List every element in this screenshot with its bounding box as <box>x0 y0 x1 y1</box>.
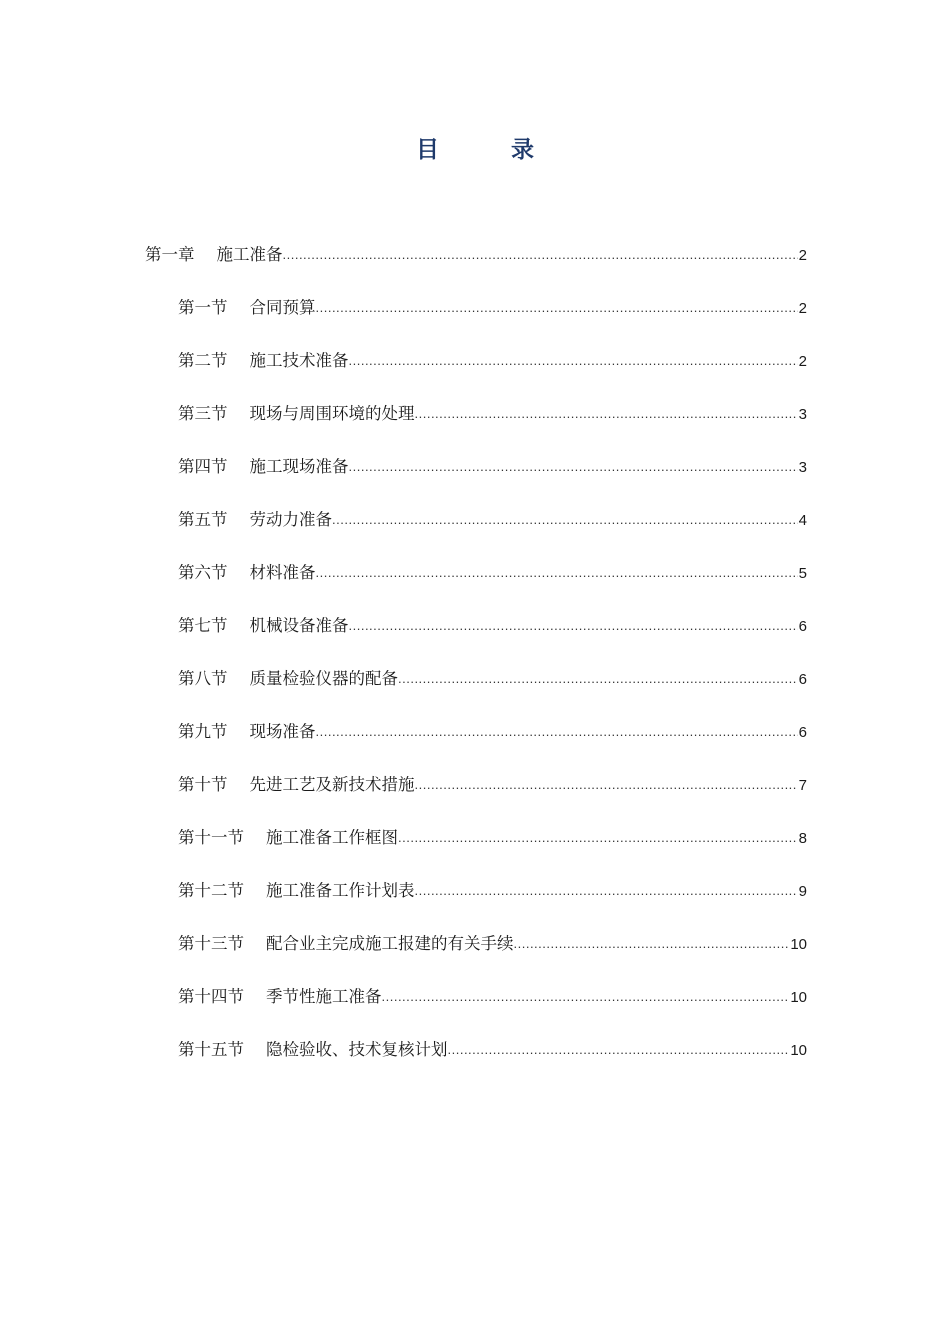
toc-entry-number: 第十四节 <box>178 987 244 1006</box>
toc-entry-chapter-1[interactable] <box>145 240 807 293</box>
toc-entry-title: 材料准备 <box>249 563 316 582</box>
toc-entry-section-1[interactable] <box>178 293 807 346</box>
toc-entry-number: 第十二节 <box>178 881 244 900</box>
toc-entry-page: 6 <box>798 618 807 635</box>
dot-leader <box>316 717 798 747</box>
toc-entry-title: 施工现场准备 <box>249 457 349 476</box>
toc-entry-title: 合同预算 <box>249 298 316 317</box>
dot-leader <box>514 929 790 959</box>
toc-entry-title: 季节性施工准备 <box>266 987 382 1006</box>
dot-leader <box>283 240 798 270</box>
dot-leader <box>332 505 798 535</box>
toc-entry-number: 第十节 <box>178 775 228 794</box>
toc-entry-title: 施工技术准备 <box>249 351 349 370</box>
toc-entry-number: 第一节 <box>178 298 228 317</box>
dot-leader <box>349 611 798 641</box>
toc-entry-number: 第七节 <box>178 616 228 635</box>
dot-leader <box>316 558 798 588</box>
toc-entry-page: 6 <box>798 724 807 741</box>
toc-entry-page: 10 <box>790 1042 807 1059</box>
toc-entry-page: 9 <box>798 883 807 900</box>
toc-entry-section-5[interactable] <box>178 505 807 558</box>
toc-entry-section-6[interactable] <box>178 558 807 611</box>
toc-entry-number: 第十三节 <box>178 934 244 953</box>
toc-entry-number: 第一章 <box>145 245 195 264</box>
toc-entry-section-11[interactable] <box>178 823 807 876</box>
dot-leader <box>415 399 798 429</box>
toc-entry-page: 3 <box>798 406 807 423</box>
toc-entry-number: 第八节 <box>178 669 228 688</box>
toc-entry-section-3[interactable] <box>178 399 807 452</box>
toc-entry-section-13[interactable] <box>178 929 807 982</box>
dot-leader <box>398 664 798 694</box>
toc-entry-title: 机械设备准备 <box>249 616 349 635</box>
toc-entry-section-10[interactable] <box>178 770 807 823</box>
toc-entry-page: 10 <box>790 936 807 953</box>
toc-entry-title: 施工准备工作计划表 <box>266 881 415 900</box>
toc-entry-number: 第九节 <box>178 722 228 741</box>
toc-entry-number: 第五节 <box>178 510 228 529</box>
toc-entry-section-14[interactable] <box>178 982 807 1035</box>
dot-leader <box>415 876 798 906</box>
dot-leader <box>415 770 798 800</box>
toc-entry-page: 3 <box>798 459 807 476</box>
toc-entry-page: 8 <box>798 830 807 847</box>
toc-entry-number: 第三节 <box>178 404 228 423</box>
toc-entry-page: 10 <box>790 989 807 1006</box>
toc-entry-page: 7 <box>798 777 807 794</box>
toc-entry-title: 先进工艺及新技术措施 <box>249 775 415 794</box>
dot-leader <box>349 346 798 376</box>
toc-entry-title: 现场准备 <box>249 722 316 741</box>
toc-entry-page: 5 <box>798 565 807 582</box>
toc-entry-section-12[interactable] <box>178 876 807 929</box>
dot-leader <box>448 1035 790 1065</box>
dot-leader <box>316 293 798 323</box>
toc-entry-title: 隐检验收、技术复核计划 <box>266 1040 448 1059</box>
toc-entry-title: 质量检验仪器的配备 <box>249 669 398 688</box>
toc-entry-section-8[interactable] <box>178 664 807 717</box>
toc-entry-number: 第六节 <box>178 563 228 582</box>
toc-entry-title: 劳动力准备 <box>249 510 332 529</box>
toc-entry-number: 第十一节 <box>178 828 244 847</box>
toc-entry-page: 2 <box>798 353 807 370</box>
toc-entry-number: 第二节 <box>178 351 228 370</box>
toc-entry-number: 第十五节 <box>178 1040 244 1059</box>
toc-entry-section-4[interactable] <box>178 452 807 505</box>
toc-entry-section-7[interactable] <box>178 611 807 664</box>
toc-entry-title: 配合业主完成施工报建的有关手续 <box>266 934 514 953</box>
toc-list <box>0 240 950 1088</box>
toc-entry-page: 2 <box>798 300 807 317</box>
toc-entry-number: 第四节 <box>178 457 228 476</box>
toc-entry-section-9[interactable] <box>178 717 807 770</box>
toc-entry-section-15[interactable] <box>178 1035 807 1088</box>
toc-entry-page: 6 <box>798 671 807 688</box>
toc-entry-page: 2 <box>798 247 807 264</box>
dot-leader <box>398 823 798 853</box>
dot-leader <box>382 982 790 1012</box>
toc-entry-title: 施工准备工作框图 <box>266 828 398 847</box>
toc-title: 目 录 <box>415 136 566 163</box>
toc-entry-title: 施工准备 <box>216 245 283 264</box>
toc-entry-page: 4 <box>798 512 807 529</box>
toc-entry-title: 现场与周围环境的处理 <box>249 404 415 423</box>
toc-entry-section-2[interactable] <box>178 346 807 399</box>
dot-leader <box>349 452 798 482</box>
